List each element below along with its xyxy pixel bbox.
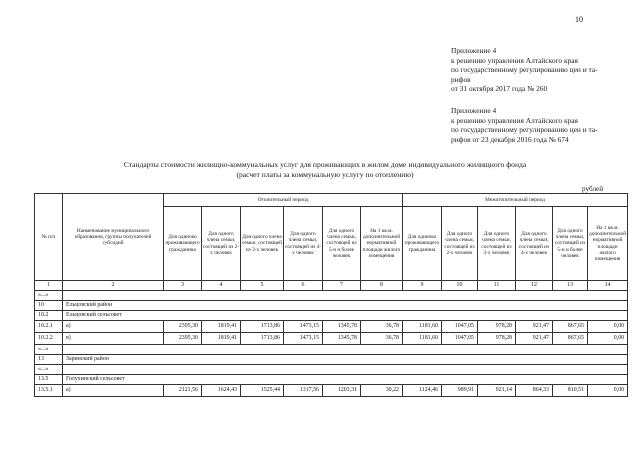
value-cell: 1819,41: [202, 321, 241, 333]
value-cell: 1047,05: [442, 333, 478, 345]
value-cell: 30,22: [361, 385, 403, 397]
index-cell: 2: [63, 281, 164, 291]
value-cell: 0,00: [588, 333, 628, 345]
row-num: 10.2: [35, 311, 63, 321]
annex-header-current: Приложение 4 к решению управления Алтайского края по государственному регулированию цен и та- рифов от 31 октября 2017 года № 260: [451, 46, 598, 94]
standards-table: [34, 193, 628, 397]
index-cell: 14: [588, 281, 628, 291]
value-cell: 1345,78: [323, 333, 361, 345]
value-cell: 921,47: [516, 321, 553, 333]
index-cell: 7: [323, 281, 361, 291]
group-name: а): [63, 385, 164, 397]
value-cell: 2395,30: [164, 333, 202, 345]
value-cell: 864,33: [516, 385, 553, 397]
subheader: Для одного члена семьи, состоящей из 4-х человек: [284, 207, 323, 281]
value-cell: 1819,41: [202, 333, 241, 345]
index-cell: 13: [553, 281, 588, 291]
ellipsis-row: «...»: [35, 365, 63, 375]
index-cell: 6: [284, 281, 323, 291]
index-cell: 8: [361, 281, 403, 291]
index-cell: 1: [35, 281, 63, 291]
subheader: Для одного члена семьи, состоящей из 3-х человек: [241, 207, 284, 281]
value-cell: 989,91: [442, 385, 478, 397]
index-cell: 3: [164, 281, 202, 291]
subheader: Для одного члена семьи, состоящей из 5-и и более человек: [553, 207, 588, 281]
annex-header-previous: Приложение 4 к решению управления Алтайского края по государственному регулированию цен и та- рифов от 23 декабря 2016 года № 674: [451, 106, 598, 144]
value-cell: 2395,30: [164, 321, 202, 333]
header-municipality: Наименование муниципального образования, группы получателей субсидий: [63, 194, 164, 281]
subheader: Для одного члена семьи, состоящей из 4-х человек: [516, 207, 553, 281]
row-num: 13.5.1: [35, 385, 63, 397]
index-cell: 4: [202, 281, 241, 291]
value-cell: 36,78: [361, 333, 403, 345]
group-name: а): [63, 321, 164, 333]
value-cell: 810,51: [553, 385, 588, 397]
value-cell: 1203,31: [323, 385, 361, 397]
settlement-name: Голухинский сельсовет: [63, 375, 628, 385]
subheader: Для одного члена семьи, состоящей из 2-х человек: [442, 207, 478, 281]
index-cell: 12: [516, 281, 553, 291]
subheader: Для одного члена семьи, состоящей из 3-х человек: [478, 207, 516, 281]
value-cell: 1713,86: [241, 333, 284, 345]
value-cell: 1473,15: [284, 333, 323, 345]
page-number: 10: [575, 15, 583, 24]
subheader: Для одного члена семьи, состоящей из 5-и и более человек: [323, 207, 361, 281]
district-name: Ельцовский район: [63, 301, 628, 311]
ellipsis-row: «...»: [35, 291, 63, 301]
value-cell: 0,00: [588, 385, 628, 397]
value-cell: 921,47: [516, 333, 553, 345]
settlement-name: Ельцовский сельсовет: [63, 311, 628, 321]
value-cell: 1525,44: [241, 385, 284, 397]
value-cell: 978,28: [478, 321, 516, 333]
index-cell: 9: [403, 281, 442, 291]
value-cell: 1047,05: [442, 321, 478, 333]
value-cell: 867,65: [553, 333, 588, 345]
subheader: Для одиноко проживающего гражданина: [164, 207, 202, 281]
district-name: Заринский район: [63, 355, 628, 365]
value-cell: 1181,60: [403, 333, 442, 345]
subheader: На 1 кв.м. дополнительной нормативной площади жилого помещения: [361, 207, 403, 281]
value-cell: 978,28: [478, 333, 516, 345]
value-cell: 867,65: [553, 321, 588, 333]
group-name: в): [63, 333, 164, 345]
value-cell: 1124,46: [403, 385, 442, 397]
unit-label: рублей: [582, 185, 604, 193]
value-cell: 0,00: [588, 321, 628, 333]
index-cell: 10: [442, 281, 478, 291]
row-num: 13: [35, 355, 63, 365]
value-cell: 1181,60: [403, 321, 442, 333]
value-cell: 1317,56: [284, 385, 323, 397]
header-heating-period: Отопительный период: [164, 194, 403, 207]
value-cell: 1345,78: [323, 321, 361, 333]
document-title: Стандарты стоимости жилищно-коммунальных услуг для проживающих в жилом доме индивидуального жилищного фонда (расчет платы за коммунальную услугу по отоплению): [123, 160, 527, 179]
value-cell: 921,14: [478, 385, 516, 397]
subheader: Для одиноко проживающего гражданина: [403, 207, 442, 281]
value-cell: 2121,56: [164, 385, 202, 397]
subheader: Для одного члена семьи, состоящей из 2-х человек: [202, 207, 241, 281]
ellipsis-row: «...»: [35, 345, 63, 355]
row-num: 13.5: [35, 375, 63, 385]
row-num: 10.2.2: [35, 333, 63, 345]
subheader: На 1 кв.м. дополнительной нормативной площади жилого помещения: [588, 207, 628, 281]
index-cell: 11: [478, 281, 516, 291]
header-num: № п/п: [35, 194, 63, 281]
value-cell: 36,78: [361, 321, 403, 333]
value-cell: 1473,15: [284, 321, 323, 333]
row-num: 10.2.1: [35, 321, 63, 333]
index-cell: 5: [241, 281, 284, 291]
header-interheating-period: Межотопительный период: [403, 194, 628, 207]
value-cell: 1624,43: [202, 385, 241, 397]
row-num: 10: [35, 301, 63, 311]
value-cell: 1713,86: [241, 321, 284, 333]
